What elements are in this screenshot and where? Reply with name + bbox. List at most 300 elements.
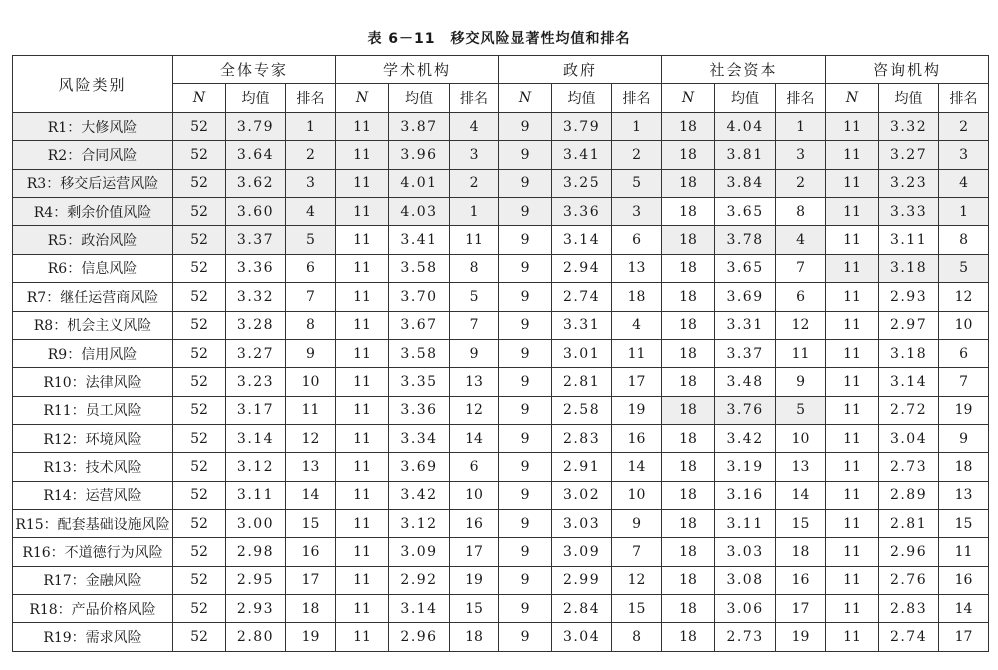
n-cell: 11 (826, 339, 879, 367)
n-cell: 9 (499, 198, 552, 226)
n-cell: 11 (336, 311, 389, 339)
sub-header: 排名 (939, 84, 989, 113)
mean-cell: 2.83 (879, 595, 939, 623)
rank-cell: 10 (450, 481, 499, 509)
n-cell: 11 (336, 169, 389, 197)
n-cell: 9 (499, 481, 552, 509)
rank-cell: 11 (286, 396, 336, 424)
mean-cell: 3.12 (389, 510, 450, 538)
sub-header: 均值 (715, 84, 776, 113)
mean-cell: 2.73 (879, 453, 939, 481)
rank-cell: 19 (939, 396, 989, 424)
mean-cell: 3.14 (552, 226, 612, 254)
rank-cell: 13 (939, 481, 989, 509)
rank-cell: 2 (612, 141, 662, 169)
rank-cell: 15 (612, 595, 662, 623)
table-row (13, 368, 989, 396)
mean-cell: 4.03 (389, 198, 450, 226)
table-row (13, 311, 989, 339)
n-cell: 11 (336, 538, 389, 566)
rank-cell: 7 (286, 283, 336, 311)
n-cell: 11 (826, 481, 879, 509)
n-cell: 9 (499, 311, 552, 339)
mean-cell: 3.11 (226, 481, 286, 509)
mean-cell: 4.01 (389, 169, 450, 197)
n-cell: 9 (499, 226, 552, 254)
n-cell: 11 (826, 566, 879, 594)
n-cell: 52 (173, 198, 226, 226)
n-cell: 11 (336, 226, 389, 254)
rank-cell: 5 (450, 283, 499, 311)
sub-header: N (662, 84, 715, 113)
table-row (13, 198, 989, 226)
mean-cell: 2.80 (226, 623, 286, 652)
rank-cell: 7 (776, 254, 826, 282)
risk-category: R12：环境风险 (13, 424, 173, 452)
rank-cell: 9 (612, 510, 662, 538)
rank-cell: 17 (776, 595, 826, 623)
rank-cell: 6 (286, 254, 336, 282)
rank-cell: 16 (450, 510, 499, 538)
n-cell: 52 (173, 453, 226, 481)
rank-cell: 19 (286, 623, 336, 652)
n-cell: 11 (826, 368, 879, 396)
rank-cell: 14 (450, 424, 499, 452)
mean-cell: 3.19 (715, 453, 776, 481)
group-header: 咨询机构 (826, 56, 989, 84)
rank-cell: 6 (612, 226, 662, 254)
rank-cell: 13 (776, 453, 826, 481)
n-cell: 9 (499, 510, 552, 538)
n-cell: 52 (173, 283, 226, 311)
n-cell: 18 (662, 226, 715, 254)
mean-cell: 2.91 (552, 453, 612, 481)
rank-cell: 18 (286, 595, 336, 623)
n-cell: 11 (336, 481, 389, 509)
risk-category: R5：政治风险 (13, 226, 173, 254)
rank-cell: 5 (612, 169, 662, 197)
n-cell: 9 (499, 254, 552, 282)
n-cell: 52 (173, 566, 226, 594)
n-cell: 11 (336, 141, 389, 169)
mean-cell: 2.99 (552, 566, 612, 594)
rank-cell: 3 (939, 141, 989, 169)
risk-category: R10：法律风险 (13, 368, 173, 396)
mean-cell: 3.16 (715, 481, 776, 509)
rank-cell: 11 (776, 339, 826, 367)
rank-cell: 17 (286, 566, 336, 594)
rank-cell: 7 (612, 538, 662, 566)
n-cell: 11 (826, 141, 879, 169)
rank-cell: 7 (450, 311, 499, 339)
rank-cell: 16 (612, 424, 662, 452)
rank-cell: 5 (776, 396, 826, 424)
sub-header: N (499, 84, 552, 113)
n-cell: 11 (826, 424, 879, 452)
table-row (13, 510, 989, 538)
n-cell: 18 (662, 595, 715, 623)
n-cell: 52 (173, 510, 226, 538)
mean-cell: 3.42 (389, 481, 450, 509)
rank-cell: 4 (776, 226, 826, 254)
rank-cell: 2 (450, 169, 499, 197)
group-header: 政府 (499, 56, 662, 84)
n-cell: 52 (173, 396, 226, 424)
table-row (13, 453, 989, 481)
mean-cell: 3.09 (389, 538, 450, 566)
n-cell: 11 (336, 368, 389, 396)
rank-cell: 13 (612, 254, 662, 282)
sub-header: 均值 (226, 84, 286, 113)
n-cell: 18 (662, 113, 715, 141)
n-cell: 9 (499, 396, 552, 424)
mean-cell: 4.04 (715, 113, 776, 141)
n-cell: 11 (336, 254, 389, 282)
n-cell: 52 (173, 538, 226, 566)
n-cell: 18 (662, 368, 715, 396)
mean-cell: 3.32 (879, 113, 939, 141)
mean-cell: 3.09 (552, 538, 612, 566)
rank-cell: 12 (450, 396, 499, 424)
rank-cell: 10 (776, 424, 826, 452)
n-cell: 11 (826, 595, 879, 623)
risk-category: R16：不道德行为风险 (13, 538, 173, 566)
rank-cell: 3 (450, 141, 499, 169)
mean-cell: 2.74 (552, 283, 612, 311)
rank-cell: 17 (939, 623, 989, 652)
mean-cell: 3.11 (879, 226, 939, 254)
mean-cell: 3.42 (715, 424, 776, 452)
rank-cell: 9 (450, 339, 499, 367)
sub-header: 均值 (389, 84, 450, 113)
mean-cell: 3.04 (879, 424, 939, 452)
n-cell: 9 (499, 339, 552, 367)
rank-cell: 11 (612, 339, 662, 367)
n-cell: 18 (662, 396, 715, 424)
n-cell: 9 (499, 623, 552, 652)
sub-header: N (173, 84, 226, 113)
mean-cell: 3.37 (715, 339, 776, 367)
mean-cell: 2.74 (879, 623, 939, 652)
mean-cell: 2.95 (226, 566, 286, 594)
rank-cell: 15 (450, 595, 499, 623)
group-header: 学术机构 (336, 56, 499, 84)
rank-cell: 11 (450, 226, 499, 254)
mean-cell: 3.48 (715, 368, 776, 396)
n-cell: 18 (662, 566, 715, 594)
n-cell: 18 (662, 481, 715, 509)
rank-cell: 19 (450, 566, 499, 594)
rank-cell: 14 (776, 481, 826, 509)
n-cell: 11 (826, 453, 879, 481)
mean-cell: 3.31 (552, 311, 612, 339)
mean-cell: 3.03 (552, 510, 612, 538)
sub-header: N (826, 84, 879, 113)
mean-cell: 3.32 (226, 283, 286, 311)
mean-cell: 3.11 (715, 510, 776, 538)
rank-cell: 8 (776, 198, 826, 226)
n-cell: 18 (662, 141, 715, 169)
rank-cell: 13 (286, 453, 336, 481)
sub-header: N (336, 84, 389, 113)
mean-cell: 3.87 (389, 113, 450, 141)
mean-cell: 3.14 (226, 424, 286, 452)
rank-cell: 17 (450, 538, 499, 566)
mean-cell: 3.25 (552, 169, 612, 197)
n-cell: 11 (826, 396, 879, 424)
mean-cell: 3.14 (389, 595, 450, 623)
rank-cell: 14 (612, 453, 662, 481)
mean-cell: 3.37 (226, 226, 286, 254)
risk-table (12, 55, 989, 652)
n-cell: 11 (336, 198, 389, 226)
rank-cell: 19 (612, 396, 662, 424)
rank-cell: 8 (450, 254, 499, 282)
rank-cell: 6 (776, 283, 826, 311)
n-cell: 11 (336, 424, 389, 452)
n-cell: 11 (826, 283, 879, 311)
mean-cell: 3.04 (552, 623, 612, 652)
table-row (13, 339, 989, 367)
sub-header: 均值 (552, 84, 612, 113)
mean-cell: 3.58 (389, 339, 450, 367)
n-cell: 11 (336, 566, 389, 594)
table-row (13, 566, 989, 594)
rank-cell: 5 (286, 226, 336, 254)
mean-cell: 3.41 (389, 226, 450, 254)
n-cell: 18 (662, 453, 715, 481)
rank-cell: 3 (612, 198, 662, 226)
n-cell: 9 (499, 566, 552, 594)
n-cell: 9 (499, 424, 552, 452)
rank-cell: 3 (286, 169, 336, 197)
mean-cell: 3.41 (552, 141, 612, 169)
n-cell: 52 (173, 424, 226, 452)
n-cell: 11 (336, 396, 389, 424)
mean-cell: 2.97 (879, 311, 939, 339)
rank-cell: 9 (776, 368, 826, 396)
mean-cell: 3.69 (715, 283, 776, 311)
rank-cell: 4 (612, 311, 662, 339)
table-row (13, 595, 989, 623)
mean-cell: 2.73 (715, 623, 776, 652)
rank-cell: 19 (776, 623, 826, 652)
n-cell: 11 (826, 169, 879, 197)
table-row (13, 396, 989, 424)
rank-cell: 1 (939, 198, 989, 226)
n-cell: 52 (173, 623, 226, 652)
mean-cell: 2.96 (389, 623, 450, 652)
mean-cell: 2.81 (879, 510, 939, 538)
table-row (13, 169, 989, 197)
rank-cell: 1 (612, 113, 662, 141)
rank-cell: 12 (612, 566, 662, 594)
mean-cell: 2.83 (552, 424, 612, 452)
risk-category: R3：移交后运营风险 (13, 169, 173, 197)
n-cell: 11 (826, 226, 879, 254)
n-cell: 52 (173, 254, 226, 282)
table-row (13, 424, 989, 452)
mean-cell: 3.03 (715, 538, 776, 566)
table-row (13, 283, 989, 311)
mean-cell: 3.27 (226, 339, 286, 367)
rank-cell: 13 (450, 368, 499, 396)
risk-category: R11：员工风险 (13, 396, 173, 424)
table-title: 表 6－11 移交风险显著性均值和排名 (367, 31, 631, 47)
table-row (13, 481, 989, 509)
risk-category: R1：大修风险 (13, 113, 173, 141)
mean-cell: 3.78 (715, 226, 776, 254)
mean-cell: 3.08 (715, 566, 776, 594)
risk-category: R4：剩余价值风险 (13, 198, 173, 226)
n-cell: 52 (173, 226, 226, 254)
mean-cell: 3.58 (389, 254, 450, 282)
mean-cell: 3.33 (879, 198, 939, 226)
mean-cell: 3.60 (226, 198, 286, 226)
mean-cell: 3.76 (715, 396, 776, 424)
mean-cell: 2.92 (389, 566, 450, 594)
rank-cell: 14 (939, 595, 989, 623)
risk-category: R7：继任运营商风险 (13, 283, 173, 311)
mean-cell: 3.62 (226, 169, 286, 197)
mean-cell: 3.79 (552, 113, 612, 141)
n-cell: 11 (826, 198, 879, 226)
mean-cell: 3.00 (226, 510, 286, 538)
n-cell: 11 (336, 453, 389, 481)
mean-cell: 3.69 (389, 453, 450, 481)
risk-category: R15：配套基础设施风险 (13, 510, 173, 538)
mean-cell: 3.02 (552, 481, 612, 509)
n-cell: 52 (173, 113, 226, 141)
n-cell: 11 (336, 595, 389, 623)
n-cell: 52 (173, 141, 226, 169)
mean-cell: 3.67 (389, 311, 450, 339)
n-cell: 52 (173, 339, 226, 367)
n-cell: 9 (499, 595, 552, 623)
n-cell: 11 (826, 623, 879, 652)
mean-cell: 3.36 (389, 396, 450, 424)
sub-header: 排名 (286, 84, 336, 113)
n-cell: 11 (826, 510, 879, 538)
mean-cell: 3.36 (552, 198, 612, 226)
rank-cell: 8 (286, 311, 336, 339)
group-header: 全体专家 (173, 56, 336, 84)
rank-cell: 18 (612, 283, 662, 311)
rank-cell: 15 (776, 510, 826, 538)
rank-cell: 2 (939, 113, 989, 141)
rank-cell: 16 (286, 538, 336, 566)
n-cell: 9 (499, 368, 552, 396)
category-header: 风险类别 (13, 56, 173, 113)
mean-cell: 3.35 (389, 368, 450, 396)
rank-cell: 2 (286, 141, 336, 169)
table-row (13, 113, 989, 141)
risk-category: R2：合同风险 (13, 141, 173, 169)
rank-cell: 12 (776, 311, 826, 339)
n-cell: 52 (173, 169, 226, 197)
n-cell: 9 (499, 283, 552, 311)
mean-cell: 2.84 (552, 595, 612, 623)
n-cell: 18 (662, 198, 715, 226)
mean-cell: 2.76 (879, 566, 939, 594)
n-cell: 9 (499, 538, 552, 566)
rank-cell: 15 (939, 510, 989, 538)
mean-cell: 3.01 (552, 339, 612, 367)
n-cell: 18 (662, 510, 715, 538)
mean-cell: 3.31 (715, 311, 776, 339)
rank-cell: 18 (450, 623, 499, 652)
rank-cell: 9 (939, 424, 989, 452)
rank-cell: 6 (450, 453, 499, 481)
mean-cell: 3.23 (879, 169, 939, 197)
mean-cell: 2.72 (879, 396, 939, 424)
n-cell: 18 (662, 169, 715, 197)
mean-cell: 3.23 (226, 368, 286, 396)
rank-cell: 12 (286, 424, 336, 452)
mean-cell: 3.79 (226, 113, 286, 141)
n-cell: 9 (499, 141, 552, 169)
mean-cell: 3.34 (389, 424, 450, 452)
n-cell: 11 (336, 623, 389, 652)
n-cell: 11 (826, 311, 879, 339)
rank-cell: 8 (612, 623, 662, 652)
mean-cell: 2.94 (552, 254, 612, 282)
n-cell: 18 (662, 311, 715, 339)
rank-cell: 16 (939, 566, 989, 594)
mean-cell: 3.36 (226, 254, 286, 282)
mean-cell: 3.70 (389, 283, 450, 311)
rank-cell: 12 (939, 283, 989, 311)
rank-cell: 18 (939, 453, 989, 481)
rank-cell: 1 (286, 113, 336, 141)
rank-cell: 7 (939, 368, 989, 396)
mean-cell: 2.98 (226, 538, 286, 566)
rank-cell: 1 (450, 198, 499, 226)
rank-cell: 1 (776, 113, 826, 141)
rank-cell: 16 (776, 566, 826, 594)
mean-cell: 3.28 (226, 311, 286, 339)
rank-cell: 11 (939, 538, 989, 566)
n-cell: 9 (499, 169, 552, 197)
n-cell: 11 (826, 538, 879, 566)
mean-cell: 2.93 (226, 595, 286, 623)
n-cell: 11 (826, 254, 879, 282)
n-cell: 18 (662, 424, 715, 452)
table-row (13, 623, 989, 652)
mean-cell: 2.81 (552, 368, 612, 396)
n-cell: 11 (336, 113, 389, 141)
rank-cell: 14 (286, 481, 336, 509)
risk-category: R9：信用风险 (13, 339, 173, 367)
mean-cell: 3.96 (389, 141, 450, 169)
sub-header: 均值 (879, 84, 939, 113)
mean-cell: 3.17 (226, 396, 286, 424)
n-cell: 11 (336, 339, 389, 367)
rank-cell: 5 (939, 254, 989, 282)
mean-cell: 2.93 (879, 283, 939, 311)
mean-cell: 3.14 (879, 368, 939, 396)
n-cell: 11 (336, 510, 389, 538)
n-cell: 18 (662, 538, 715, 566)
risk-category: R14：运营风险 (13, 481, 173, 509)
table-row (13, 226, 989, 254)
n-cell: 18 (662, 283, 715, 311)
n-cell: 52 (173, 311, 226, 339)
rank-cell: 10 (612, 481, 662, 509)
mean-cell: 3.06 (715, 595, 776, 623)
mean-cell: 3.18 (879, 339, 939, 367)
rank-cell: 4 (450, 113, 499, 141)
